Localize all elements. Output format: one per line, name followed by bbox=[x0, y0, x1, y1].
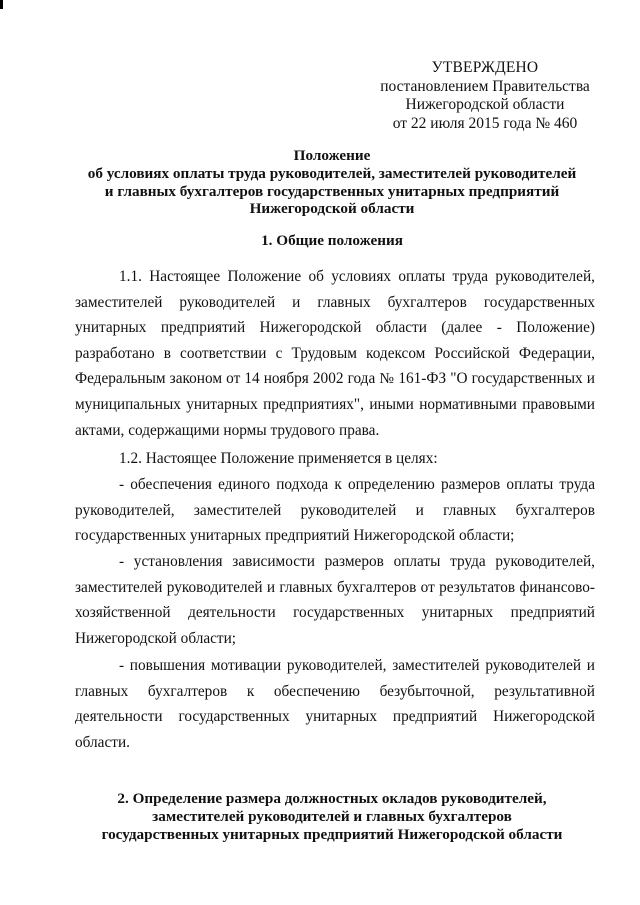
approval-stamp: УТВЕРЖДЕНО bbox=[431, 59, 539, 76]
goal-item: - обеспечения единого подхода к определению размеров оплаты труда руководителей, заместителей руководителей и главных бухгалтеров государственных унитарных предприятий Нижегородской области; bbox=[75, 476, 595, 545]
section-heading-line: государственных унитарных предприятий Нижегородской области bbox=[101, 825, 563, 843]
section-general-body bbox=[75, 264, 595, 443]
document-title bbox=[40, 147, 624, 218]
goal-item-block bbox=[75, 549, 595, 651]
title-line: Положение bbox=[293, 147, 371, 164]
paragraph-1-2-block bbox=[75, 446, 595, 472]
scan-corner-mark bbox=[0, 0, 3, 9]
section-heading-general: 1. Общие положения bbox=[261, 232, 403, 249]
approval-block bbox=[372, 59, 598, 133]
approval-line: Нижегородской области bbox=[405, 96, 565, 113]
goal-item: - повышения мотивации руководителей, заместителей руководителей и главных бухгалтеров к обеспечению безубыточной, результативной деятельности государственных унитарных предприятий Нижегородской области. bbox=[75, 657, 595, 751]
title-line: и главных бухгалтеров государственных унитарных предприятий bbox=[104, 182, 560, 200]
paragraph-1-2: 1.2. Настоящее Положение применяется в целях: bbox=[119, 450, 438, 467]
goal-item: - установления зависимости размеров оплаты труда руководителей, заместителей руководителей и главных бухгалтеров от результатов финансово-хозяйственной деятельности государственных унитарных предприятий Нижегородской области; bbox=[75, 553, 595, 647]
title-line: Нижегородской области bbox=[249, 200, 415, 218]
section-heading-line: 2. Определение размера должностных окладов руководителей, bbox=[117, 790, 547, 807]
goal-item-block bbox=[75, 472, 595, 549]
title-line: об условиях оплаты труда руководителей, заместителей руководителей bbox=[87, 164, 577, 182]
approval-line: от 22 июля 2015 года № 460 bbox=[392, 114, 578, 132]
approval-line: постановлением Правительства bbox=[380, 77, 590, 95]
paragraph-1-1: 1.1. Настоящее Положение об условиях оплаты труда руководителей, заместителей руководителей и главных бухгалтеров государственных унитарных предприятий Нижегородской области (далее - Положение) разработано в соответствии с Трудовым кодексом Российской Федерации, Федеральным законом от 14 ноября 2002 года № 161-ФЗ "О государственных и муниципальных унитарных предприятиях", иными нормативными правовыми актами, содержащими нормы трудового права. bbox=[75, 268, 595, 439]
goal-item-block bbox=[75, 653, 595, 755]
section-heading-line: заместителей руководителей и главных бухгалтеров bbox=[152, 807, 512, 825]
section-heading-salary bbox=[40, 790, 624, 843]
